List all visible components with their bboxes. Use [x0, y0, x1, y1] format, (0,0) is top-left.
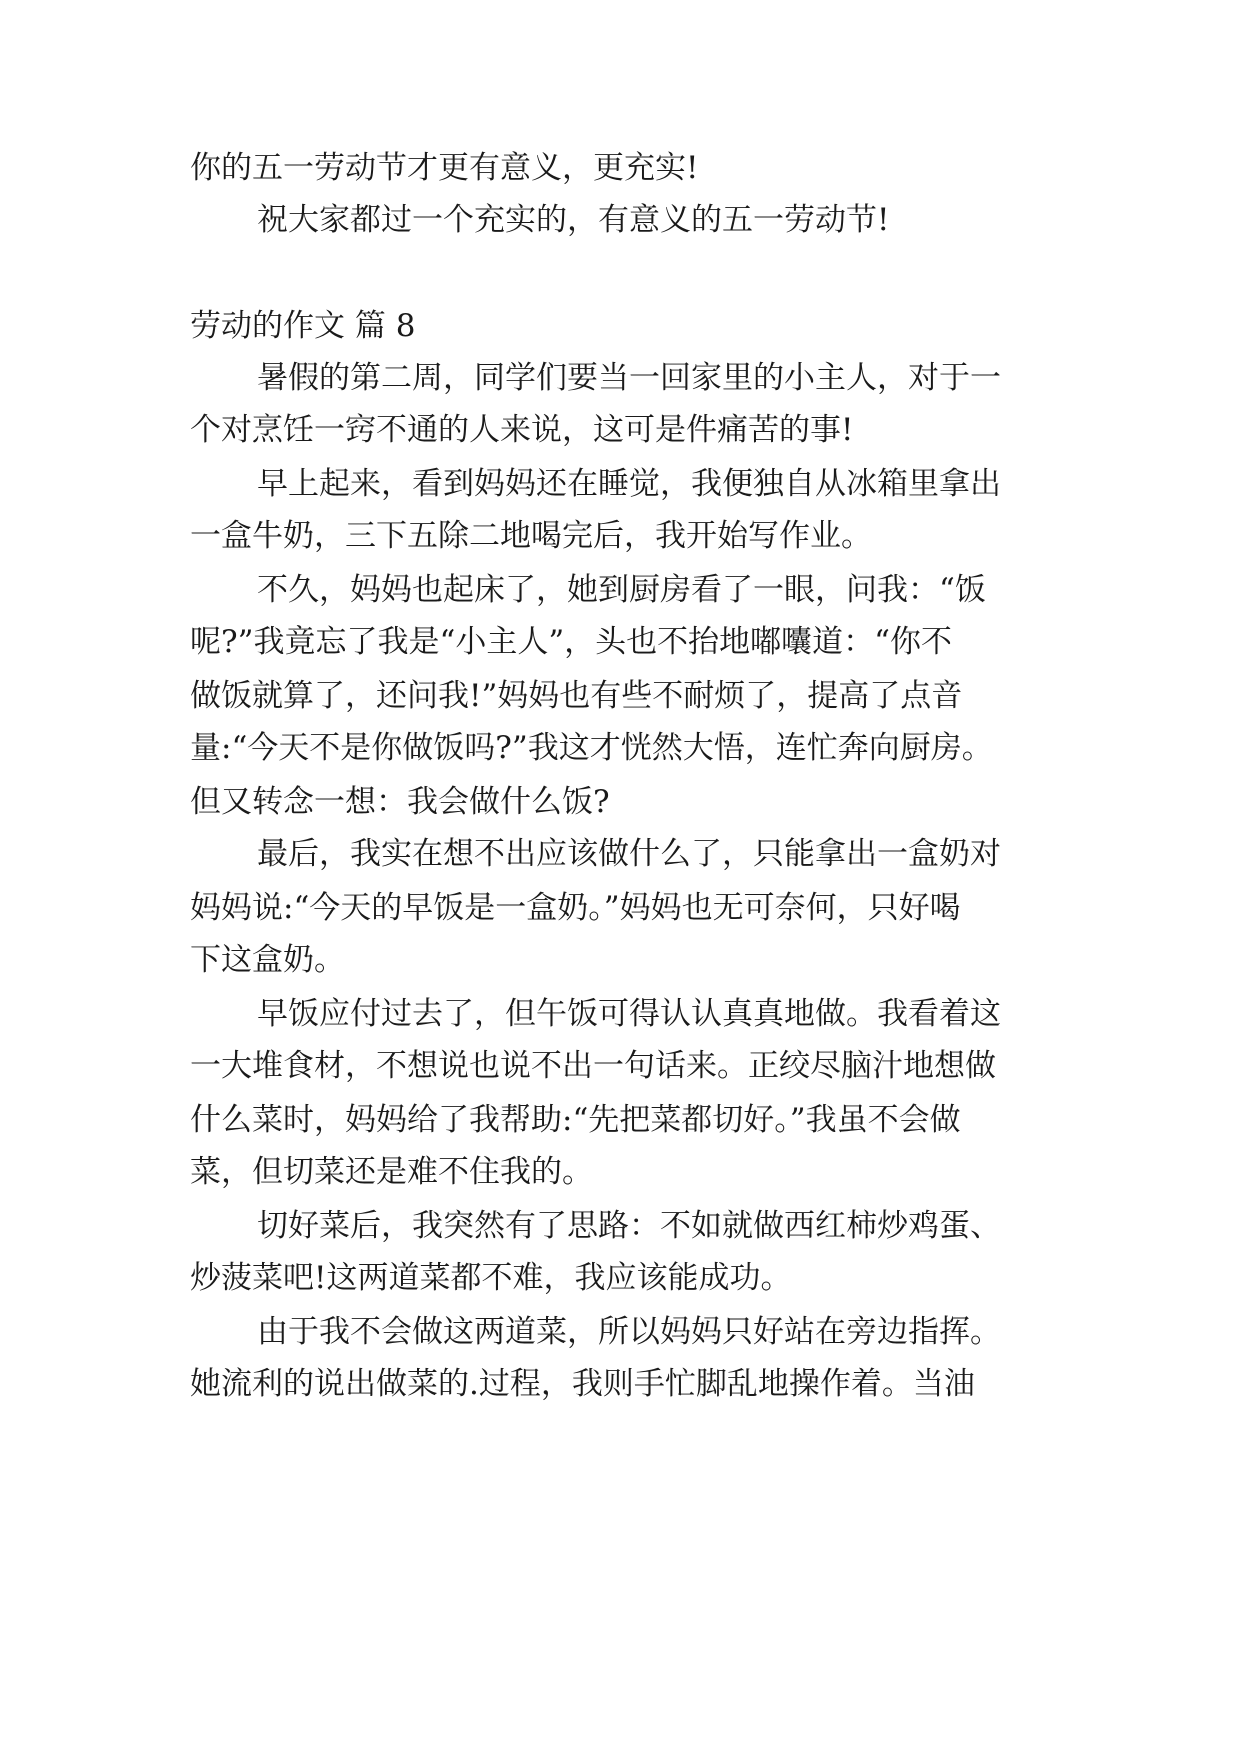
text-line: 切好菜后，我突然有了思路：不如就做西红柿炒鸡蛋、: [257, 1208, 1001, 1244]
text-line: 炒菠菜吧!这两道菜都不难，我应该能成功。: [190, 1260, 792, 1296]
text-line: 不久，妈妈也起床了，她到厨房看了一眼，问我：“饭: [257, 572, 986, 608]
text-line: 早饭应付过去了，但午饭可得认认真真地做。我看着这: [257, 996, 1001, 1032]
text-line: 量:“今天不是你做饭吗?”我这才恍然大悟，连忙奔向厨房。: [190, 730, 993, 766]
text-line: 菜，但切菜还是难不住我的。: [190, 1154, 593, 1190]
text-line: 什么菜时，妈妈给了我帮助:“先把菜都切好。”我虽不会做: [190, 1102, 961, 1138]
text-line: 早上起来，看到妈妈还在睡觉，我便独自从冰箱里拿出: [257, 466, 1001, 502]
text-line: 祝大家都过一个充实的，有意义的五一劳动节!: [257, 202, 890, 238]
text-line: 妈妈说:“今天的早饭是一盒奶。”妈妈也无可奈何，只好喝: [190, 890, 961, 926]
text-line: 下这盒奶。: [190, 942, 345, 978]
text-line: 你的五一劳动节才更有意义，更充实!: [190, 150, 699, 186]
section-heading: 劳动的作文 篇 8: [190, 308, 416, 344]
text-line: 暑假的第二周，同学们要当一回家里的小主人，对于一: [257, 360, 1001, 396]
text-line: 个对烹饪一窍不通的人来说，这可是件痛苦的事!: [190, 412, 854, 448]
text-line: 但又转念一想：我会做什么饭?: [190, 784, 610, 820]
text-line: 做饭就算了，还问我!”妈妈也有些不耐烦了，提高了点音: [190, 678, 963, 714]
text-line: 一盒牛奶，三下五除二地喝完后，我开始写作业。: [190, 518, 872, 554]
text-line: 她流利的说出做菜的.过程，我则手忙脚乱地操作着。当油: [190, 1366, 975, 1402]
text-line: 一大堆食材，不想说也说不出一句话来。正绞尽脑汁地想做: [190, 1048, 996, 1084]
text-line: 由于我不会做这两道菜，所以妈妈只好站在旁边指挥。: [257, 1314, 1001, 1350]
text-line: 呢?”我竟忘了我是“小主人”，头也不抬地嘟囔道：“你不: [190, 624, 953, 660]
text-line: 最后，我实在想不出应该做什么了，只能拿出一盒奶对: [257, 836, 1001, 872]
